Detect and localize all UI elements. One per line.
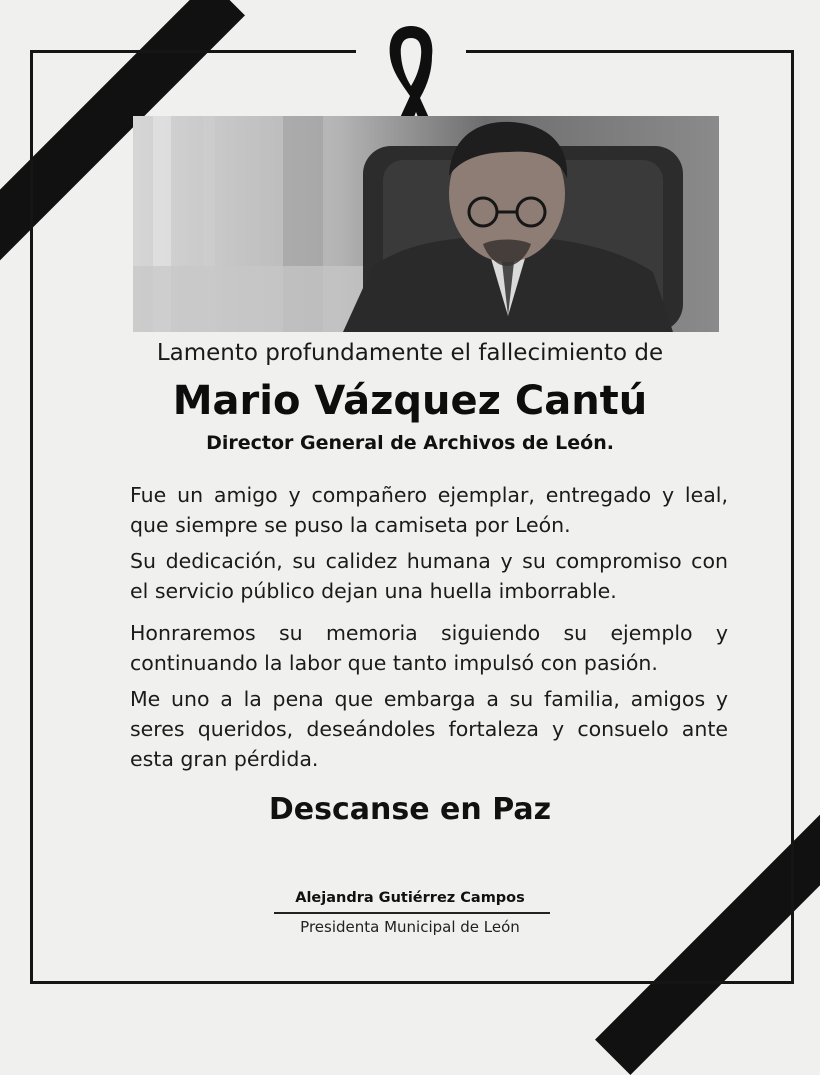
deceased-role: Director General de Archivos de León.	[206, 432, 614, 454]
signature-title: Presidenta Municipal de León	[300, 918, 520, 936]
portrait-photo	[133, 116, 719, 332]
portrait-image	[133, 116, 719, 332]
deceased-name: Mario Vázquez Cantú	[172, 378, 648, 424]
message-paragraph-3: Honraremos su memoria siguiendo su ejemplo y continuando la labor que tanto impulsó con pasión.	[130, 621, 728, 675]
lead-text: Lamento profundamente el fallecimiento de	[156, 340, 664, 366]
signature-name: Alejandra Gutiérrez Campos	[295, 890, 525, 906]
signature-line	[274, 912, 550, 914]
message-paragraph-1: Fue un amigo y compañero ejemplar, entregado y leal, que siempre se puso la camiseta por León.	[130, 483, 728, 537]
closing-text: Descanse en Paz	[268, 792, 552, 827]
message-paragraph-2: Su dedicación, su calidez humana y su compromiso con el servicio público dejan una huella imborrable.	[130, 549, 728, 603]
message-paragraph-4: Me uno a la pena que embarga a su familia, amigos y seres queridos, deseándoles fortaleza y consuelo ante esta gran pérdida.	[130, 687, 728, 771]
